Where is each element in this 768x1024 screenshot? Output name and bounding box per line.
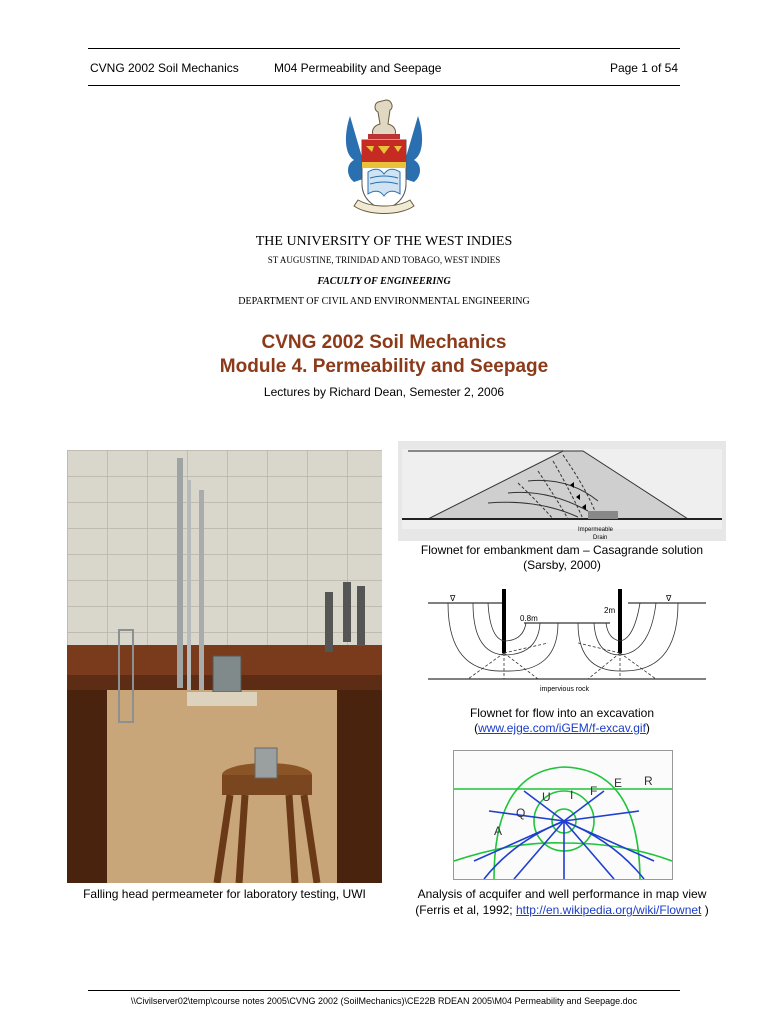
label-2m: 2m xyxy=(604,606,616,615)
campus-address: ST AUGUSTINE, TRINIDAD AND TOBAGO, WEST INDIES xyxy=(267,255,501,265)
university-crest-logo xyxy=(340,94,428,220)
aquifer-flownet-figure xyxy=(453,750,673,880)
document-title-line-1: CVNG 2002 Soil Mechanics xyxy=(261,332,507,353)
excavation-caption-line-1: Flownet for flow into an excavation xyxy=(469,706,655,720)
aquifer-letter-r: R xyxy=(644,774,653,788)
excavation-flownet-figure xyxy=(428,583,706,693)
photo-caption: Falling head permeameter for laboratory testing, UWI xyxy=(83,887,366,901)
aquifer-letter-q: Q xyxy=(516,806,526,820)
header-page-number: Page 1 of 54 xyxy=(609,61,678,75)
aquifer-caption-prefix: (Ferris et al, 1992; xyxy=(415,903,516,917)
department-name: DEPARTMENT OF CIVIL AND ENVIRONMENTAL ENGINEERING xyxy=(238,296,530,307)
aquifer-caption-suffix: ) xyxy=(701,903,709,917)
aquifer-caption-line-1: Analysis of acquifer and well performance in map view xyxy=(417,887,707,901)
aquifer-letter-u: U xyxy=(542,790,551,804)
page-footer-path: \\Civilserver02\temp\course notes 2005\CVNG 2002 (SoilMechanics)\CE22B RDEAN 2005\M04 Permeability and Seepage.doc xyxy=(88,990,680,1006)
aquifer-letter-i: I xyxy=(570,788,574,802)
svg-text:∇: ∇ xyxy=(450,594,456,603)
excavation-caption-line-2: (www.ejge.com/iGEM/f-excav.gif) xyxy=(474,721,650,735)
aquifer-caption-line-2 xyxy=(398,903,726,917)
dam-flownet-figure xyxy=(398,441,726,541)
faculty-name: FACULTY OF ENGINEERING xyxy=(317,276,451,287)
aquifer-source-link[interactable]: http://en.wikipedia.org/wiki/Flownet xyxy=(515,903,702,917)
aquifer-letter-f: F xyxy=(590,784,598,798)
aquifer-letter-e: E xyxy=(614,776,623,790)
excavation-source-link[interactable]: www.ejge.com/iGEM/f-excav.gif xyxy=(478,721,646,735)
dam-caption-line-1: Flownet for embankment dam – Casagrande solution xyxy=(420,543,704,557)
header-module: M04 Permeability and Seepage xyxy=(274,61,442,75)
university-name: THE UNIVERSITY OF THE WEST INDIES xyxy=(255,234,513,249)
label-0-8m: 0.8m xyxy=(520,614,538,623)
permeameter-photo xyxy=(67,450,382,883)
header-course: CVNG 2002 Soil Mechanics xyxy=(90,61,239,75)
label-impervious-rock: impervious rock xyxy=(540,686,590,693)
svg-text:∇: ∇ xyxy=(666,594,672,603)
aquifer-letter-a: A xyxy=(494,824,503,838)
lecturer-line: Lectures by Richard Dean, Semester 2, 2006 xyxy=(263,385,505,399)
label-impermeable: Impermeable xyxy=(578,527,614,533)
dam-caption-line-2: (Sarsby, 2000) xyxy=(523,558,601,572)
label-drain: Drain xyxy=(593,535,608,541)
page-header xyxy=(88,48,680,86)
document-title-line-2: Module 4. Permeability and Seepage xyxy=(219,356,549,377)
